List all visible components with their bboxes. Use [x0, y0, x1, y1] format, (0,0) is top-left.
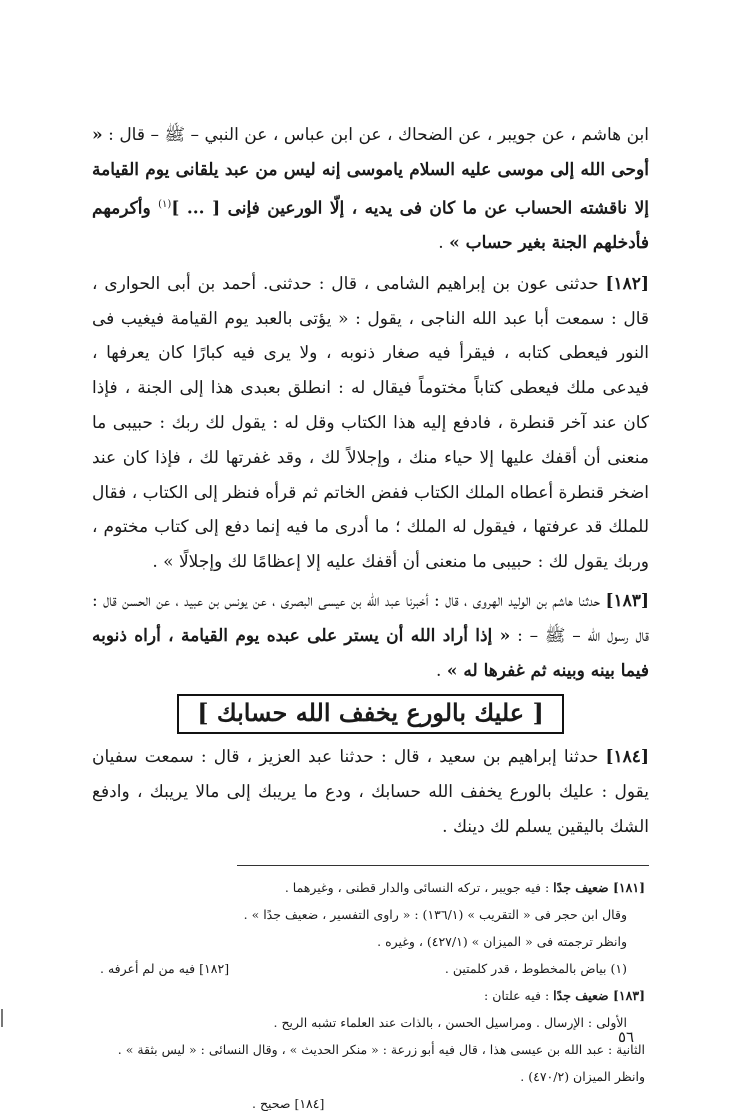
narration-number-183: [١٨٣] [605, 591, 649, 612]
footnote-ref-1: (١) [158, 198, 172, 210]
isnad-text: ابن هاشم ، عن جويبر ، عن الضحاك ، عن ابن عباس ، عن النبي – ﷺ – قال : [102, 125, 649, 145]
footnote-note-1: (١) بياض بالمخطوط ، قدر كلمتين . [444, 960, 627, 976]
footnote-181-line-2: وقال ابن حجر فى « التقريب » (١٣٦/١) : « راوى التفسير ، ضعيف جدًا » . [243, 906, 627, 922]
footnote-184 [92, 1090, 324, 1117]
hadith-text-end: وأكرمهم فأدخلهم الجنة بغير حساب » [92, 198, 649, 254]
footnote-182 [92, 955, 229, 982]
footnote-divider [237, 865, 649, 866]
footnote-number-181: [١٨١] [613, 879, 645, 895]
footnote-text-181: : فيه جويبر ، تركه النسائى والدار قطنى ، وغيرهما . [284, 879, 554, 895]
paragraph-184 [92, 740, 649, 844]
narration-number-184: [١٨٤] [605, 747, 649, 768]
period: . [436, 660, 447, 681]
hadith-text: « أوحى الله إلى موسى عليه السلام ياموسى إنه ليس من عبد يلقانى يوم القيامة إلا ناقشته الحساب عن ما كان فى يديه ، إلّا الورعين فإنى [ ... ] [92, 125, 649, 219]
footnote-183-line-2: الأولى : الإرسال . ومراسيل الحسن ، بالذات عند العلماء تشبه الريح . [273, 1014, 627, 1030]
narration-text-182: حدثنى عون بن إبراهيم الشامى ، قال : حدثنى. أحمد بن أبى الحوارى ، قال : سمعت أبا عبد الله الناجى ، يقول : « يؤتى بالعبد يوم القيامة فيغيب فى النور فيعطى كتابه ، فيقرأ فيه صغار ذنوبه ، ولا يرى فيه كبارًا كان يعرفها ، فيدعى ملك فيعطى كتاباً مختوماً فيقال له : انطلق بعبدى هذا إلى الجنة ، فإذا كان عند آخر قنطرة ، فادفع إليه هذا الكتاب وقل له : يقول لك ربك : حبيبى ما منعنى أن أقفك عليها إلا حياء منك ، وإجلالاً لك ، وقد غفرتها لك ، فإذا كان عند اضخر قنطرة أعطاه الملك الكتاب ففض الخاتم ثم قرأه فنظر إلى الكتاب ، فقال للملك قد عرفتها ، فيقول له الملك ؛ ما أدرى ما فيه إنما دفع إلى كتاب مختوم ، وربك يقول لك : حبيبى ما منعنى أن أقفك عليه إلا إعظامًا لك وإجلالًا » . [92, 273, 649, 573]
grade-181: ضعيف جدًا [553, 879, 613, 895]
chapter-heading-text: [ عليك بالورع يخفف الله حسابك ] [177, 694, 564, 734]
footnotes [92, 874, 649, 1117]
footnote-row-184 [92, 1090, 645, 1117]
footnote-number-182: [١٨٢] [199, 960, 230, 976]
grade-183: ضعيف جدًا [553, 987, 613, 1003]
period: . [438, 233, 450, 254]
paragraph-181-continuation [92, 118, 649, 261]
footnote-text-182: فيه من لم أعرفه . [100, 960, 200, 976]
footnote-181 [92, 874, 645, 901]
paragraph-183 [92, 584, 649, 688]
page-number: ٥٦ [618, 1028, 635, 1046]
isnad-text-183: حدثنا هاشم بن الوليد الهروى ، قال : أخبرنا عبد الله بن عيسى البصرى ، عن يونس بن عبيد ، عن الحسن قال : قال رسول الله – ﷺ – : [92, 591, 649, 646]
footnote-row-note-182 [92, 955, 645, 982]
footnote-181-line-3: وانظر ترجمته فى « الميزان » (٤٢٧/١) ، وغيره . [377, 933, 627, 949]
footnote-183 [92, 982, 645, 1009]
footnote-number-183: [١٨٣] [613, 987, 645, 1003]
footnote-number-184: [١٨٤] [294, 1095, 325, 1111]
margin-mark [1, 1009, 3, 1027]
hadith-text-183: « إذا أراد الله أن يستر على عبده يوم القيامة ، أراه ذنوبه فيما بينه وبينه ثم غفرها له » [92, 625, 649, 681]
paragraph-182 [92, 267, 649, 580]
grade-184: صحيح . [252, 1095, 295, 1111]
footnote-text-183: : فيه علتان : [484, 987, 554, 1003]
footnote-183-line-3: الثانية : عبد الله بن عيسى هذا ، قال فيه أبو زرعة : « منكر الحديث » ، وقال النسائى : « ليس بثقة » . وانظر الميزان (٤٧٠/٢) . [117, 1041, 645, 1084]
narration-number-182: [١٨٢] [605, 273, 649, 294]
narration-text-184: حدثنا إبراهيم بن سعيد ، قال : حدثنا عبد العزيز ، قال : سمعت سفيان يقول : عليك بالورع يخفف الله حسابك ، ودع ما يريبك إلى مالا يريبك ، وادفع الشك باليقين يسلم لك دينك . [92, 747, 649, 837]
chapter-heading [92, 694, 649, 734]
